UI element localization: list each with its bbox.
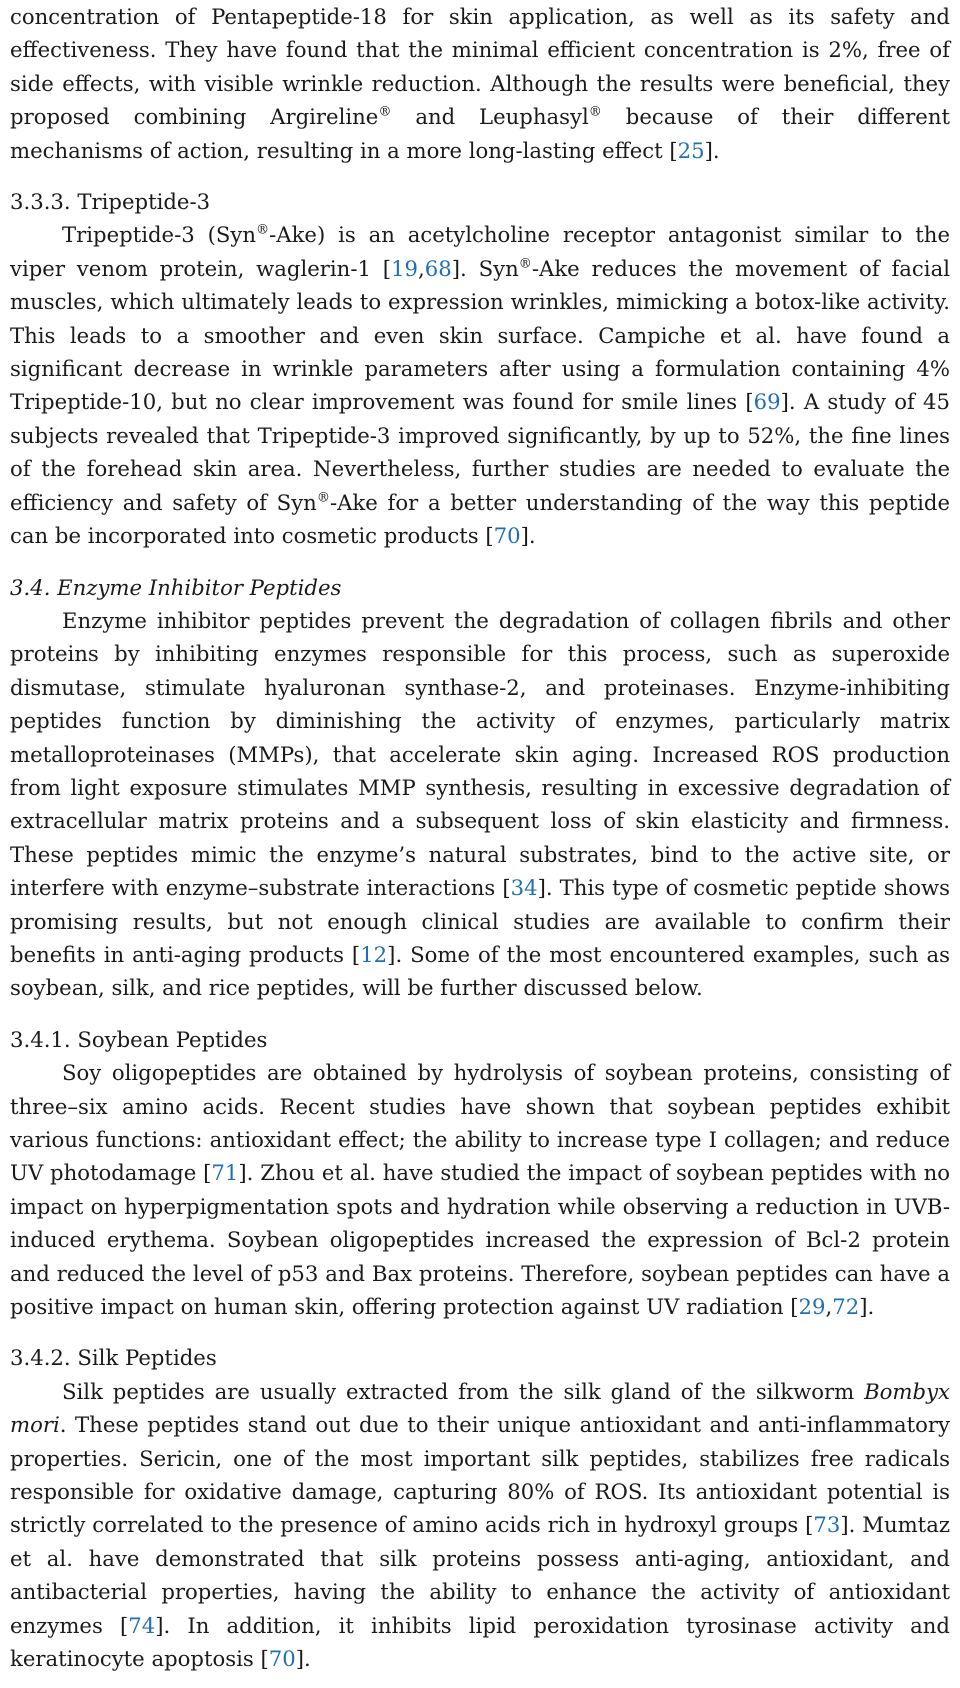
subsection-heading-3-4-1: 3.4.1. Soybean Peptides bbox=[10, 1026, 268, 1052]
text-span: -Ake reduces the movement of facial muscles, which ultimately leads to expression wrinkles, mimicking a botox-like activity. This leads to a smoother and even skin surface. Campiche et al. have found a significant decrease in wrinkle parameters after using a formulation containing 4% Tripeptide-10, but no clear improvement was found for smile lines [ bbox=[10, 255, 950, 415]
citation-link[interactable]: 25 bbox=[677, 137, 705, 163]
text-span: ]. Syn bbox=[451, 255, 519, 281]
citation-link[interactable]: 29 bbox=[798, 1294, 826, 1320]
registered-mark: ® bbox=[378, 104, 392, 120]
section-heading-3-4: 3.4. Enzyme Inhibitor Peptides bbox=[10, 574, 342, 600]
text-span: Enzyme inhibitor peptides prevent the degradation of collagen fibrils and other proteins by inhibiting enzymes responsible for this process, such as superoxide dismutase, stimulate hyaluronan synthase-2, and proteinases. Enzyme-inhibiting peptides function by diminishing the activity of enzymes, particularly matrix metalloproteinases (MMPs), that accelerate skin aging. Increased ROS production from light exposure stimulates MMP synthesis, resulting in excessive degradation of extracellular matrix proteins and a subsequent loss of skin elasticity and firmness. These peptides mimic the enzyme’s natural substrates, bind to the active site, or interfere with enzyme–substrate interactions [ bbox=[10, 607, 950, 901]
paragraph-silk-peptides bbox=[10, 1375, 950, 1676]
paragraph-soybean-peptides bbox=[10, 1056, 950, 1323]
citation-link[interactable]: 34 bbox=[510, 875, 538, 901]
citation-link[interactable]: 12 bbox=[360, 941, 388, 967]
text-span: because of their different mechanisms of action, resulting in a more long-lasting effect [ bbox=[10, 104, 950, 163]
registered-mark: ® bbox=[588, 104, 602, 120]
registered-mark: ® bbox=[256, 222, 270, 238]
text-span: ]. bbox=[520, 523, 536, 549]
subsection-heading-3-3-3: 3.3.3. Tripeptide-3 bbox=[10, 189, 211, 215]
text-span: -Ake for a better understanding of the way this peptide can be incorporated into cosmetic products [ bbox=[10, 489, 950, 549]
registered-mark: ® bbox=[518, 256, 532, 272]
text-span: . These peptides stand out due to their unique antioxidant and anti-inflammatory properties. Sericin, one of the most important silk peptides, stabilizes free radicals responsible for oxidative damage, capturing 80% of ROS. Its antioxidant potential is strictly correlated to the presence of amino acids rich in hydroxyl groups [ bbox=[10, 1412, 950, 1538]
text-span: ]. Mumtaz et al. have demonstrated that silk proteins possess anti-aging, antioxidant, and antibacterial properties, having the ability to enhance the activity of antioxidant enzymes [ bbox=[10, 1512, 950, 1638]
text-span: , bbox=[825, 1294, 833, 1320]
text-span: Soy oligopeptides are obtained by hydrolysis of soybean proteins, consisting of three–six amino acids. Recent studies have shown that soybean peptides exhibit various functions: antioxidant effect; the ability to increase type I collagen; and reduce UV photodamage [ bbox=[10, 1060, 950, 1186]
text-span: Silk peptides are usually extracted from the silk gland of the silkworm bbox=[62, 1378, 865, 1404]
citation-link[interactable]: 70 bbox=[268, 1646, 296, 1672]
subsection-heading-3-4-2: 3.4.2. Silk Peptides bbox=[10, 1345, 217, 1371]
citation-link[interactable]: 72 bbox=[832, 1294, 860, 1320]
citation-link[interactable]: 69 bbox=[753, 389, 781, 415]
citation-link[interactable]: 70 bbox=[493, 523, 521, 549]
citation-link[interactable]: 71 bbox=[211, 1160, 239, 1186]
paragraph-tripeptide-3 bbox=[10, 218, 950, 552]
citation-link[interactable]: 19 bbox=[391, 255, 419, 281]
text-span: ]. A study of 45 subjects revealed that Tripeptide-3 improved significantly, by up to 52%, the fine lines of the forehead skin area. Nevertheless, further studies are needed to evaluate the efficiency and safety of Syn bbox=[10, 389, 950, 515]
citation-link[interactable]: 68 bbox=[424, 255, 452, 281]
text-span: ]. Zhou et al. have studied the impact of soybean peptides with no impact on hyperpigmentation spots and hydration while observing a reduction in UVB-induced erythema. Soybean oligopeptides increased the expression of Bcl-2 protein and reduced the level of p53 and Bax proteins. Therefore, soybean peptides can have a positive impact on human skin, offering protection against UV radiation [ bbox=[10, 1160, 950, 1320]
text-span: ]. bbox=[295, 1646, 311, 1672]
species-name: Bombyx mori bbox=[10, 1378, 950, 1438]
text-span: ]. This type of cosmetic peptide shows promising results, but not enough clinical studies are available to confirm their benefits in anti-aging products [ bbox=[10, 875, 950, 967]
text-span: ]. bbox=[704, 137, 720, 163]
paragraph-enzyme-inhibitor bbox=[10, 604, 950, 1005]
text-span: -Ake) is an acetylcholine receptor antagonist similar to the viper venom protein, waglerin-1 [ bbox=[10, 222, 950, 281]
text-span: Tripeptide-3 (Syn bbox=[62, 222, 256, 248]
paragraph-intro bbox=[10, 0, 950, 167]
text-span: concentration of Pentapeptide-18 for skin application, as well as its safety and effectiveness. They have found that the minimal efficient concentration is 2%, free of side effects, with visible wrinkle reduction. Although the results were beneficial, they proposed combining Argireline bbox=[10, 4, 950, 130]
text-span: ]. In addition, it inhibits lipid peroxidation tyrosinase activity and keratinocyte apoptosis [ bbox=[10, 1612, 950, 1672]
text-span: ]. bbox=[859, 1294, 875, 1320]
text-span: and Leuphasyl bbox=[391, 104, 589, 130]
text-span: , bbox=[418, 255, 425, 281]
citation-link[interactable]: 74 bbox=[128, 1612, 156, 1638]
citation-link[interactable]: 73 bbox=[813, 1512, 841, 1538]
registered-mark: ® bbox=[316, 490, 330, 506]
text-span: ]. Some of the most encountered examples, such as soybean, silk, and rice peptides, will be further discussed below. bbox=[10, 941, 950, 1001]
